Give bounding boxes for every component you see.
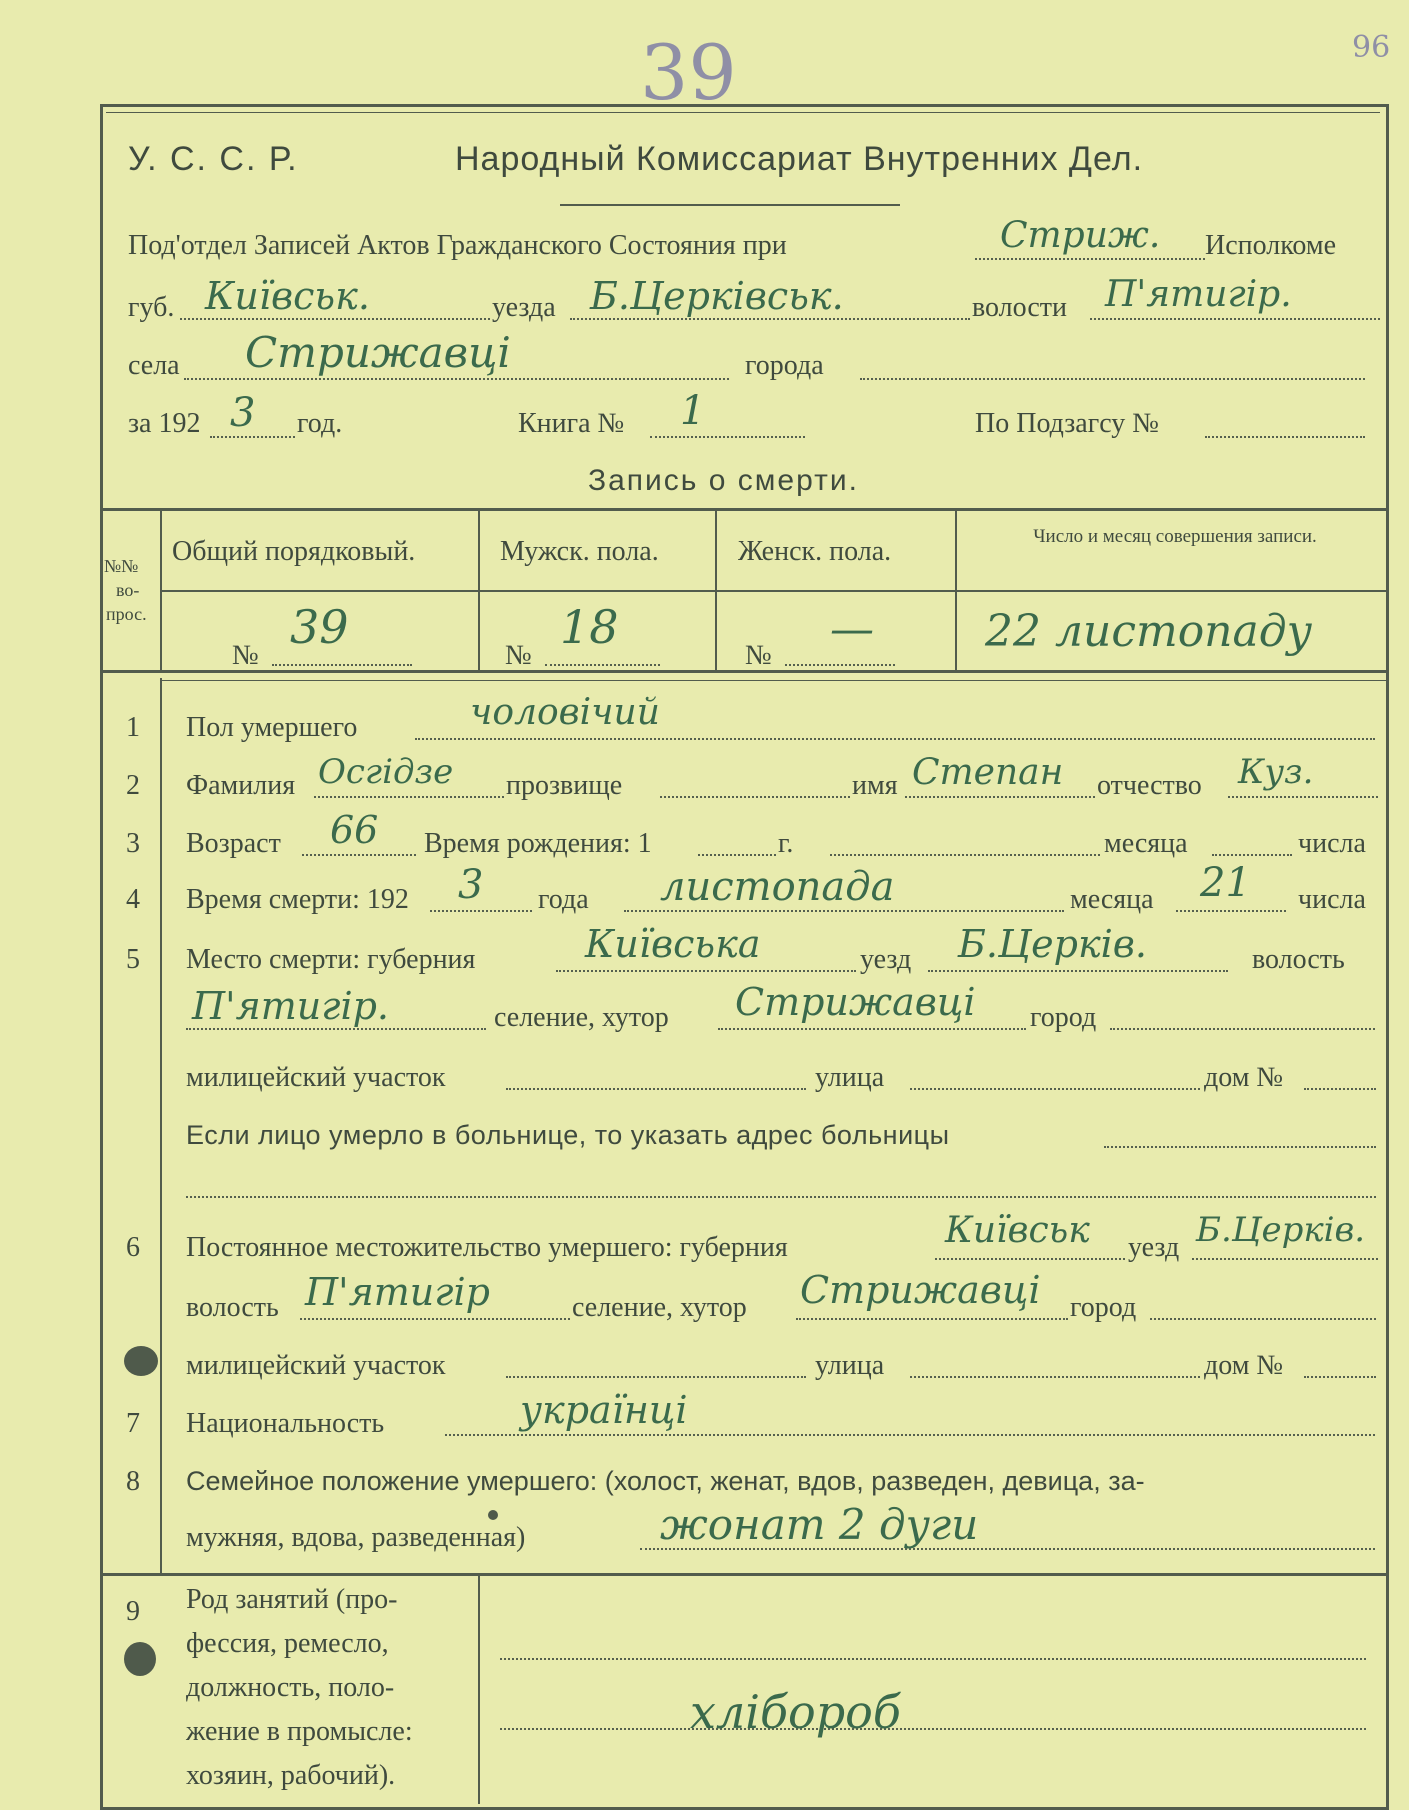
place-volost-label: волость [1252,944,1345,975]
age-value: 66 [330,808,379,852]
book-value: 1 [680,388,706,434]
occupation-label-2: фессия, ремесло, [186,1628,389,1659]
place-gub-value: Київська [585,922,761,966]
table-col-divider-2 [478,508,480,670]
selo-line [184,378,729,380]
nationality-label: Национальность [186,1408,385,1439]
male-no-value: 18 [560,600,619,654]
patronymic-line [1228,796,1378,798]
nationality-line [445,1434,1375,1436]
binding-hole-2 [124,1642,156,1676]
death-day-value: 21 [1200,860,1251,906]
female-no-value: — [830,604,874,655]
subdept-label: Под'отдел Записей Актов Гражданского Состояния при [128,230,787,261]
gorod-label: города [745,350,824,381]
sex-value: чоловічий [470,692,660,733]
numbers-col-divider [160,678,162,1573]
death-day-label: числа [1298,884,1366,915]
residence-uezd-value: Б.Церків. [1196,1210,1366,1250]
table-bottom-line [100,670,1386,673]
republic-name: У. С. С. Р. [128,140,299,178]
patronymic-value: Куз. [1238,752,1314,792]
volost-label: волости [972,292,1067,323]
death-year-line [430,910,532,912]
place-uezd-value: Б.Церків. [958,922,1147,966]
nickname-line [660,796,850,798]
residence-selo-label: селение, хутор [572,1292,747,1323]
residence-uezd-line [1192,1258,1378,1260]
q6-number: 6 [126,1232,140,1263]
table-col-divider-1 [160,508,162,670]
occupation-label-4: жение в промысле: [186,1716,413,1747]
podzags-label: По Подзагсу № [975,408,1159,439]
patronymic-label: отчество [1097,770,1202,801]
uezd-label: уезда [492,292,556,323]
ispolkom-value: Стриж. [1000,215,1161,256]
ispolkom-suffix: Исполкоме [1205,230,1337,261]
q1-number: 1 [126,712,140,743]
sex-line [415,738,1375,740]
first-name-label: имя [852,770,898,801]
residence-label: Постоянное местожительство умершего: губерния [186,1232,788,1263]
volost-value: П'ятигір. [1105,274,1292,315]
selo-label: села [128,350,180,381]
residence-gorod-line [1150,1318,1376,1320]
q7-number: 7 [126,1408,140,1439]
occupation-top-line [100,1573,1386,1576]
date-value: 22 листопаду [985,606,1313,657]
death-month-line [624,910,1064,912]
general-no-line [272,664,412,666]
gorod-line [860,378,1365,380]
table-top-line [100,508,1386,511]
occupation-value: хлібороб [690,1685,901,1739]
militia-label: милицейский участок [186,1062,446,1093]
street-label: улица [815,1062,885,1093]
frame-inner-top [106,112,1380,113]
col-female-header: Женск. пола. [738,536,892,567]
book-line [650,436,805,438]
occupation-line-2 [500,1728,1366,1730]
birth-month-label: месяца [1104,828,1188,859]
house-line [1304,1088,1376,1090]
year-value: 3 [230,390,256,436]
first-name-line [905,796,1095,798]
gub-line [180,318,490,320]
female-no-line [785,664,895,666]
residence-volost-line [300,1318,570,1320]
question-col-line2: во- [116,580,140,600]
place-selo-label: селение, хутор [494,1002,669,1033]
male-no-label: № [505,640,532,671]
place-selo-line [718,1028,1026,1030]
place-uezd-line [928,970,1228,972]
place-selo-value: Стрижавці [735,980,976,1024]
birth-g-label: г. [778,828,794,859]
table-col-divider-4 [955,508,957,670]
birth-label: Время рождения: 1 [424,828,652,859]
marital-value: жонат 2 дуги [660,1500,979,1549]
residence-gub-line [935,1258,1125,1260]
residence-street-line [910,1376,1200,1378]
surname-value: Осгідзе [318,752,454,792]
general-no-label: № [232,640,259,671]
birth-day-line [1212,854,1292,856]
book-label: Книга № [518,408,625,439]
q5-number: 5 [126,944,140,975]
table-header-underline [160,590,1386,592]
table-col-divider-3 [715,508,717,670]
col-male-header: Мужск. пола. [500,536,659,567]
q3-number: 3 [126,828,140,859]
place-gorod-label: город [1030,1002,1097,1033]
female-no-label: № [745,640,772,671]
place-volost-value: П'ятигір. [192,984,390,1028]
house-label: дом № [1204,1062,1284,1093]
street-line [910,1088,1200,1090]
gub-label: губ. [128,292,175,323]
place-gorod-line [1110,1028,1375,1030]
binding-hole-1 [124,1346,158,1376]
q8-number: 8 [126,1466,140,1497]
ispolkom-line [975,258,1205,260]
ink-dot [488,1510,498,1520]
title-divider [560,204,900,206]
year-line [210,436,295,438]
place-gub-line [556,970,856,972]
birth-day-label: числа [1298,828,1366,859]
place-volost-line [186,1028,486,1030]
pencil-page-number: 39 [640,28,737,117]
surname-line [314,796,504,798]
selo-value: Стрижавці [245,328,511,377]
residence-gub-value: Київськ [945,1210,1090,1251]
occupation-line-1 [500,1658,1366,1660]
q9-number: 9 [126,1596,140,1627]
occupation-divider [478,1575,480,1804]
gub-value: Київськ. [205,274,370,318]
male-no-line [545,664,660,666]
militia-line [506,1088,806,1090]
body-inner-top [160,680,1386,681]
death-time-label: Время смерти: 192 [186,884,409,915]
hospital-label: Если лицо умерло в больнице, то указать адрес больницы [186,1120,950,1150]
q2-number: 2 [126,770,140,801]
hospital-line-2 [186,1196,1376,1198]
residence-volost-label: волость [186,1292,279,1323]
occupation-label-5: хозяин, рабочий). [186,1760,396,1791]
birth-month-line [830,854,1100,856]
residence-volost-value: П'ятигір [305,1270,490,1314]
podzags-line [1205,436,1365,438]
residence-house-label: дом № [1204,1350,1284,1381]
marital-label-cont: мужняя, вдова, разведенная) [186,1522,526,1553]
death-day-line [1176,910,1286,912]
occupation-label-3: должность, поло- [186,1672,395,1703]
surname-label: Фамилия [186,770,296,801]
residence-selo-line [796,1318,1068,1320]
death-month-value: листопада [660,864,895,910]
general-no-value: 39 [290,600,349,654]
age-label: Возраст [186,828,281,859]
place-uezd-label: уезд [860,944,912,975]
q4-number: 4 [126,884,140,915]
record-title: Запись о смерти. [588,464,859,497]
death-goda-label: года [538,884,589,915]
first-name-value: Степан [912,752,1064,793]
question-col-line1: №№ [104,556,139,576]
death-year-value: 3 [458,862,484,908]
pencil-corner-number: 96 [1352,30,1391,65]
occupation-label-1: Род занятий (про- [186,1584,398,1615]
marital-label: Семейное положение умершего: (холост, женат, вдов, разведен, девица, за- [186,1466,1145,1496]
birth-year-line [698,854,776,856]
col-general-header: Общий порядковый. [172,536,416,567]
year-suffix: год. [297,408,343,439]
col-date-header: Число и месяц совершения записи. [1033,526,1317,547]
commissariat-name: Народный Комиссариат Внутренних Дел. [455,140,1144,178]
residence-selo-value: Стрижавці [800,1268,1041,1312]
place-of-death-label: Место смерти: губерния [186,944,476,975]
residence-house-line [1304,1376,1376,1378]
uezd-line [570,318,970,320]
volost-line [1090,318,1380,320]
residence-gorod-label: город [1070,1292,1137,1323]
nickname-label: прозвище [506,770,623,801]
nationality-value: українці [520,1388,688,1432]
residence-uezd-label: уезд [1128,1232,1180,1263]
residence-militia-label: милицейский участок [186,1350,446,1381]
death-month-label: месяца [1070,884,1154,915]
sex-label: Пол умершего [186,712,358,743]
age-line [302,854,416,856]
residence-street-label: улица [815,1350,885,1381]
question-col-line3: прос. [106,604,147,624]
hospital-line-1 [1104,1146,1376,1148]
uezd-value: Б.Церківськ. [590,274,844,318]
year-prefix: за 192 [128,408,201,439]
residence-militia-line [506,1376,806,1378]
